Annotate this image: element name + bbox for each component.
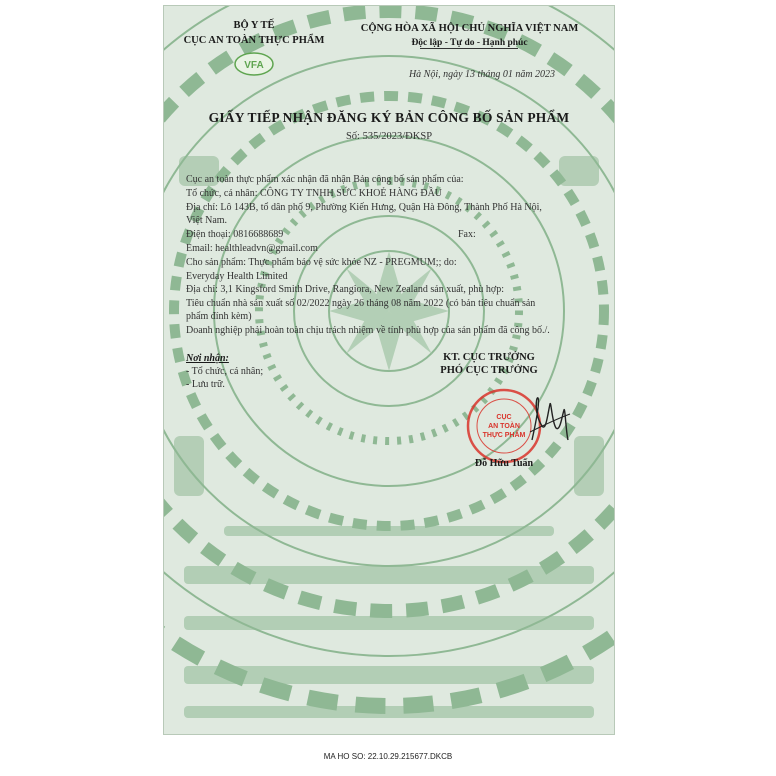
body-line: Tổ chức, cá nhân: CÔNG TY TNHH SỨC KHOẺ HÀNG ĐẦU xyxy=(186,188,443,199)
certificate-sheet xyxy=(163,5,615,735)
signer-role: KT. CỤC TRƯỞNG xyxy=(443,352,535,363)
fax-label: Fax: xyxy=(458,229,476,240)
recipient-item: - Tổ chức, cá nhân; xyxy=(186,366,264,377)
stamp-line-3: THỰC PHẨM xyxy=(482,432,526,439)
signer-role-deputy: PHÓ CỤC TRƯỞNG xyxy=(440,365,538,376)
body-line: Everyday Health Limited xyxy=(186,271,288,282)
dossier-code: MA HO SO: 22.10.29.215677.DKCB xyxy=(323,752,453,761)
signature-icon xyxy=(524,392,574,452)
body-line: Địa chỉ: 3,1 Kingsford Smith Drive, Rangiora, New Zealand sản xuất, phù hợp: xyxy=(186,284,505,295)
body-line: Điện thoại: 0816688689 xyxy=(186,229,284,240)
vfa-logo-text: VFA xyxy=(244,60,264,71)
stamp-line-1: CỤC xyxy=(496,414,512,421)
motto-underline xyxy=(420,48,518,49)
agency-name: CỤC AN TOÀN THỰC PHẨM xyxy=(183,35,325,46)
body-line: phẩm đính kèm) xyxy=(186,311,252,322)
document-content xyxy=(164,6,614,734)
document-title: GIẤY TIẾP NHẬN ĐĂNG KÝ BẢN CÔNG BỐ SẢN PHẨM xyxy=(208,110,570,125)
body-line: Địa chỉ: Lô 143B, tổ dân phố 9, Phường Kiến Hưng, Quận Hà Đông, Thành Phố Hà Nội, xyxy=(186,202,542,213)
national-motto: Độc lập - Tự do - Hạnh phúc xyxy=(411,38,528,48)
signer-name: Đỗ Hữu Tuấn xyxy=(474,458,534,469)
ministry-name: BỘ Y TẾ xyxy=(233,20,275,31)
country-name: CỘNG HÒA XÃ HỘI CHỦ NGHĨA VIỆT NAM xyxy=(360,23,579,34)
document-number: Số: 535/2023/ĐKSP xyxy=(345,131,433,142)
vfa-logo-icon xyxy=(234,52,274,76)
handwritten-signature xyxy=(524,392,574,452)
body-line: Cục an toàn thực phẩm xác nhận đã nhận Bản công bố sản phẩm của: xyxy=(186,174,464,185)
vfa-logo xyxy=(234,52,274,76)
body-line: Cho sản phẩm: Thực phẩm bảo vệ sức khỏe NZ - PREGMUM;; do: xyxy=(186,257,457,268)
issue-date: Hà Nội, ngày 13 tháng 01 năm 2023 xyxy=(408,69,556,80)
recipient-item: - Lưu trữ. xyxy=(186,379,225,390)
recipients-title: Nơi nhận: xyxy=(186,353,229,364)
stamp-line-2: AN TOÀN xyxy=(488,423,520,430)
body-line: Việt Nam. xyxy=(186,215,228,226)
body-line: Tiêu chuẩn nhà sản xuất số 02/2022 ngày 26 tháng 08 năm 2022 (có bản tiêu chuẩn sản xyxy=(186,298,536,309)
body-line: Doanh nghiệp phải hoàn toàn chịu trách nhiệm về tính phù hợp của sản phẩm đã công bố./. xyxy=(186,325,550,336)
body-line: Email: healthleadvn@gmail.com xyxy=(186,243,318,254)
